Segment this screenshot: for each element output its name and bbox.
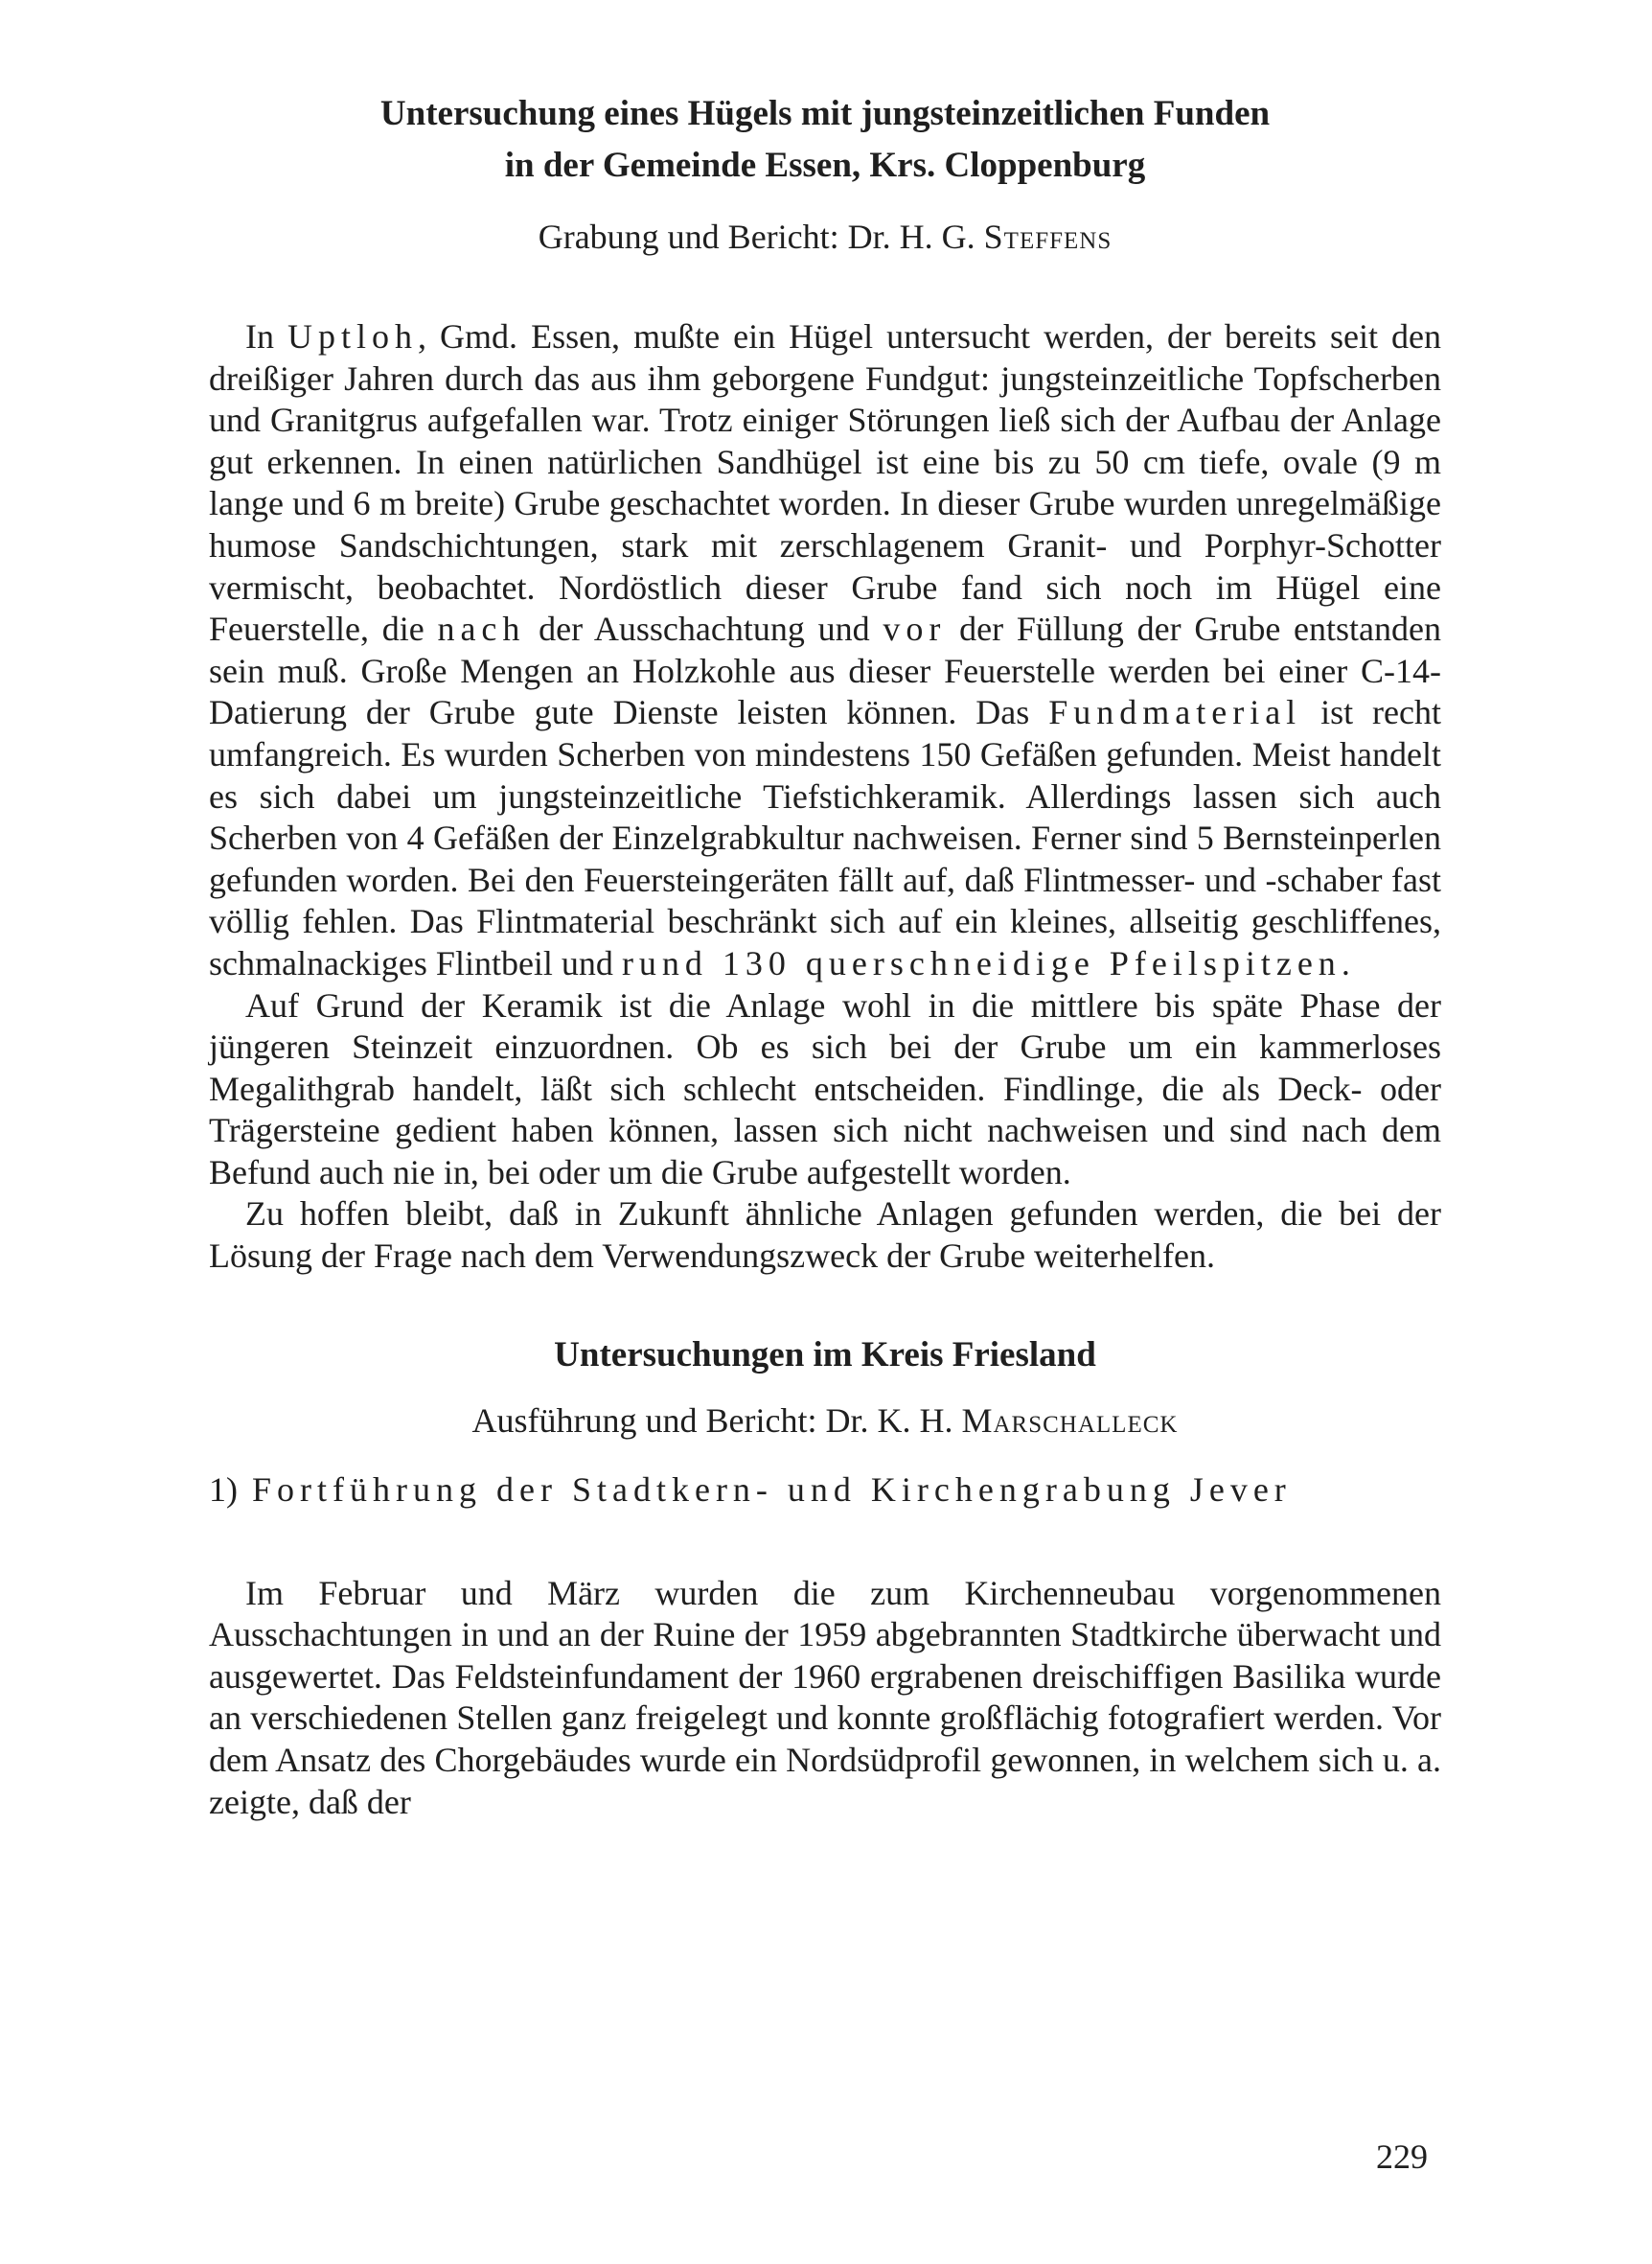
paragraph-1-text-4: der Füllung der Grube entstanden sein muß. Große Mengen an Holzkohle aus dieser Feuerstelle werden bei einer C-14-Datierung der Grube gute Dienste leisten können. Das [209, 610, 1442, 732]
page-number: 229 [1376, 2137, 1428, 2176]
paragraph-2: Auf Grund der Keramik ist die Anlage wohl in die mittlere bis späte Phase der jüngeren Steinzeit einzuordnen. Ob es sich bei der Grube um ein kammerloses Megalithgrab handelt, läßt sich schlecht entscheiden. Findlinge, die als Deck- oder Trägersteine gedient haben können, lassen sich nicht nachweisen und sind nach dem Befund auch nie in, bei oder um die Grube aufgestellt worden. [209, 985, 1441, 1191]
spaced-term-fundmaterial: Fundmaterial [1048, 693, 1302, 732]
byline-prefix: Grabung und Bericht: Dr. H. G. [538, 218, 984, 256]
author-2-name: Marschalleck [961, 1400, 1179, 1440]
author-name: Steffens [983, 218, 1113, 256]
paragraph-4: Im Februar und März wurden die zum Kirchenneubau vorgenommenen Ausschachtungen in und an der Ruine der 1959 abgebrannten Stadtkirche überwacht und ausgewertet. Das Feldsteinfundament der 1960 ergrabenen dreischiffigen Basilika wurde an verschiedenen Stellen ganz freigelegt und konnte großflächig fotografiert werden. Vor dem Ansatz des Chorgebäudes wurde ein Nordsüdprofil gewonnen, in welchem sich u. a. zeigte, daß der [209, 1573, 1441, 1821]
section-byline [209, 213, 1441, 261]
paragraph-1-text-5: ist recht umfangreich. Es wurden Scherben von mindestens 150 Gefäßen gefunden. Meist handelt es sich dabei um jungsteinzeitliche Tiefstichkeramik. Allerdings lassen sich auch Scherben von 4 Gefäßen der Einzelgrabkultur nachweisen. Ferner sind 5 Bernsteinperlen gefunden worden. Bei den Feuersteingeräten fällt auf, daß Flintmesser- und -schaber fast völlig fehlen. Das Flintmaterial beschränkt sich auf ein kleines, allseitig geschliffenes, schmalnackiges Flintbeil und [209, 693, 1441, 982]
spaced-term-vor: vor [883, 610, 947, 649]
paragraph-1-text-1: In [245, 317, 288, 356]
paragraph-1 [209, 316, 1441, 985]
paragraph-1-text-3: der Ausschachtung und [525, 610, 883, 649]
spaced-term-nach: nach [437, 610, 526, 649]
paragraph-3: Zu hoffen bleibt, daß in Zukunft ähnliche Anlagen gefunden werden, die bei der Lösung der Frage nach dem Verwendungszweck der Grube weiterhelfen. [209, 1194, 1441, 1276]
subsection-title: Fortführung der Stadtkern- und Kirchengrabung Jever [252, 1469, 1292, 1509]
section-title-line-2: in der Gemeinde Essen, Krs. Cloppenburg [504, 146, 1146, 185]
paragraph-1-text-2: , Gmd. Essen, mußte ein Hügel untersucht werden, der bereits seit den dreißiger Jahren durch das aus ihm geborgene Fundgut: jungsteinzeitliche Topfscherben und Granitgrus aufgefallen war. Trotz einiger Störungen ließ sich der Aufbau der Anlage gut erkennen. In einen natürlichen Sandhügel ist eine bis zu 50 cm tiefe, ovale (9 m lange und 6 m breite) Grube geschachtet worden. In dieser Grube wurden unregelmäßige humose Sandschichtungen, stark mit zerschlagenem Granit- und Porphyr-Schotter vermischt, beobachtet. Nordöstlich dieser Grube fand sich noch im Hügel eine Feuerstelle, die [209, 317, 1441, 649]
spaced-term-pfeilspitzen: rund 130 querschneidige Pfeilspitzen [621, 943, 1342, 982]
byline-2-prefix: Ausführung und Bericht: Dr. K. H. [471, 1400, 962, 1440]
section-title-line-1: Untersuchung eines Hügels mit jungsteinzeitlichen Funden [379, 94, 1271, 133]
subsection-heading [209, 1466, 1441, 1513]
section-title [209, 88, 1441, 192]
document-page [209, 88, 1441, 1823]
section-2-byline [209, 1397, 1441, 1444]
spaced-term-uptloh: Uptloh [287, 317, 419, 356]
paragraph-1-text-6: . [1341, 943, 1350, 982]
section-2-title: Untersuchungen im Kreis Friesland [554, 1334, 1096, 1375]
subsection-number: 1) [209, 1469, 238, 1509]
